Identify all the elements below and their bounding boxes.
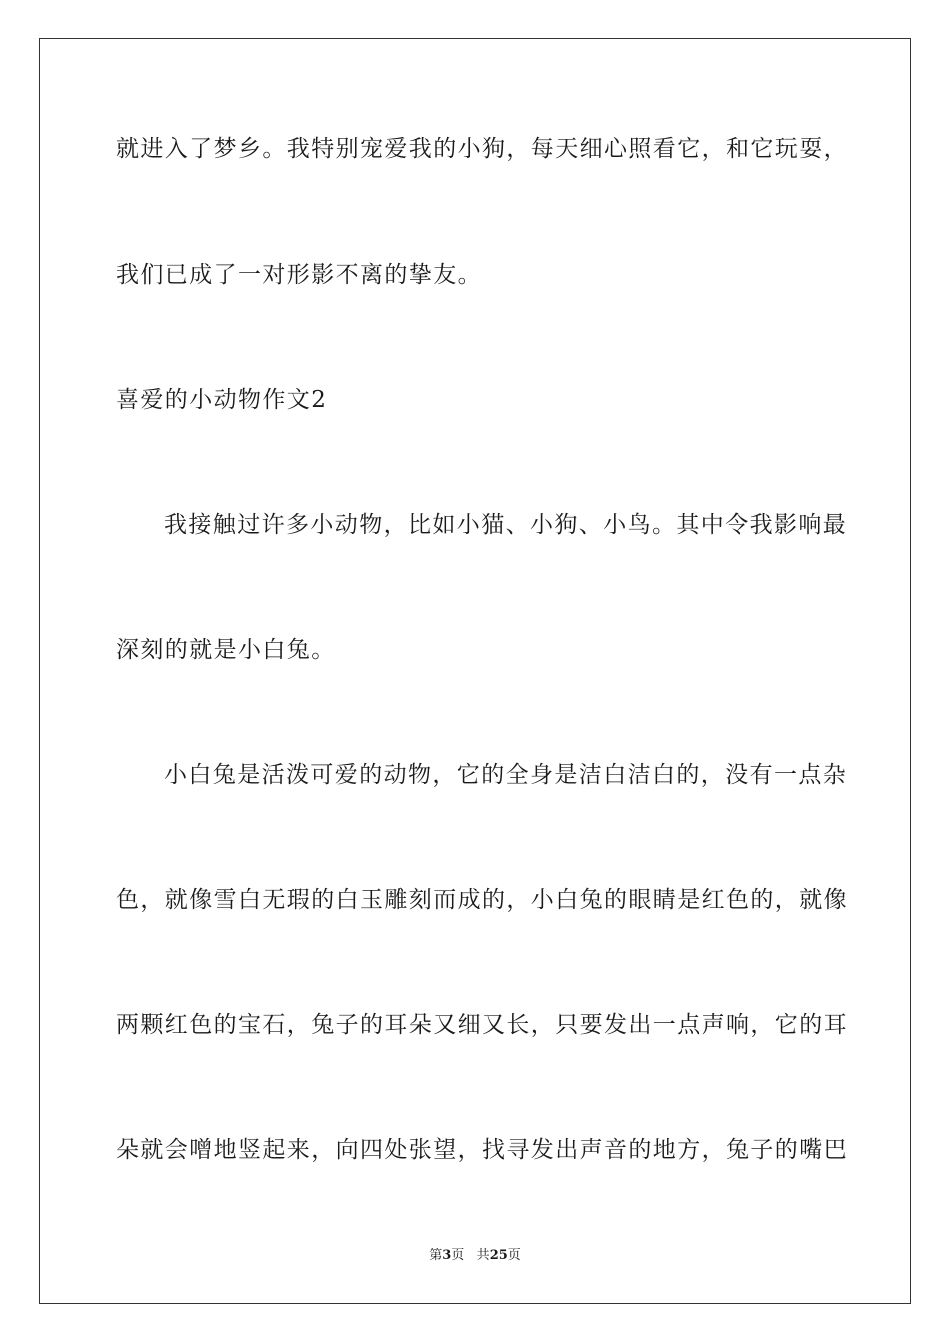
section-heading: 喜爱的小动物作文2 [116,387,328,413]
footer-page-suffix: 页 [451,1248,465,1263]
text-line: 朵就会噌地竖起来，向四处张望，找寻发出声音的地方，兔子的嘴巴 [116,1137,848,1163]
text-line: 就进入了梦乡。我特别宠爱我的小狗，每天细心照看它，和它玩耍， [116,136,848,162]
text-line: 色，就像雪白无瑕的白玉雕刻而成的，小白兔的眼睛是红色的，就像 [116,887,848,913]
text-line: 深刻的就是小白兔。 [116,637,336,663]
text-line: 小白兔是活泼可爱的动物，它的全身是洁白洁白的，没有一点杂 [164,762,848,788]
page-footer [0,1247,950,1265]
footer-page-number: 3 [442,1248,452,1263]
footer-total-suffix: 页 [507,1248,521,1263]
text-line: 两颗红色的宝石，兔子的耳朵又细又长，只要发出一点声响，它的耳 [116,1012,848,1038]
text-line: 我们已成了一对形影不离的挚友。 [116,262,482,288]
page-border [39,38,911,1304]
footer-page-prefix: 第 [429,1248,443,1263]
footer-total-pages: 25 [489,1248,508,1263]
footer-total-prefix: 共 [476,1248,490,1263]
text-line: 我接触过许多小动物，比如小猫、小狗、小鸟。其中令我影响最 [164,512,848,538]
